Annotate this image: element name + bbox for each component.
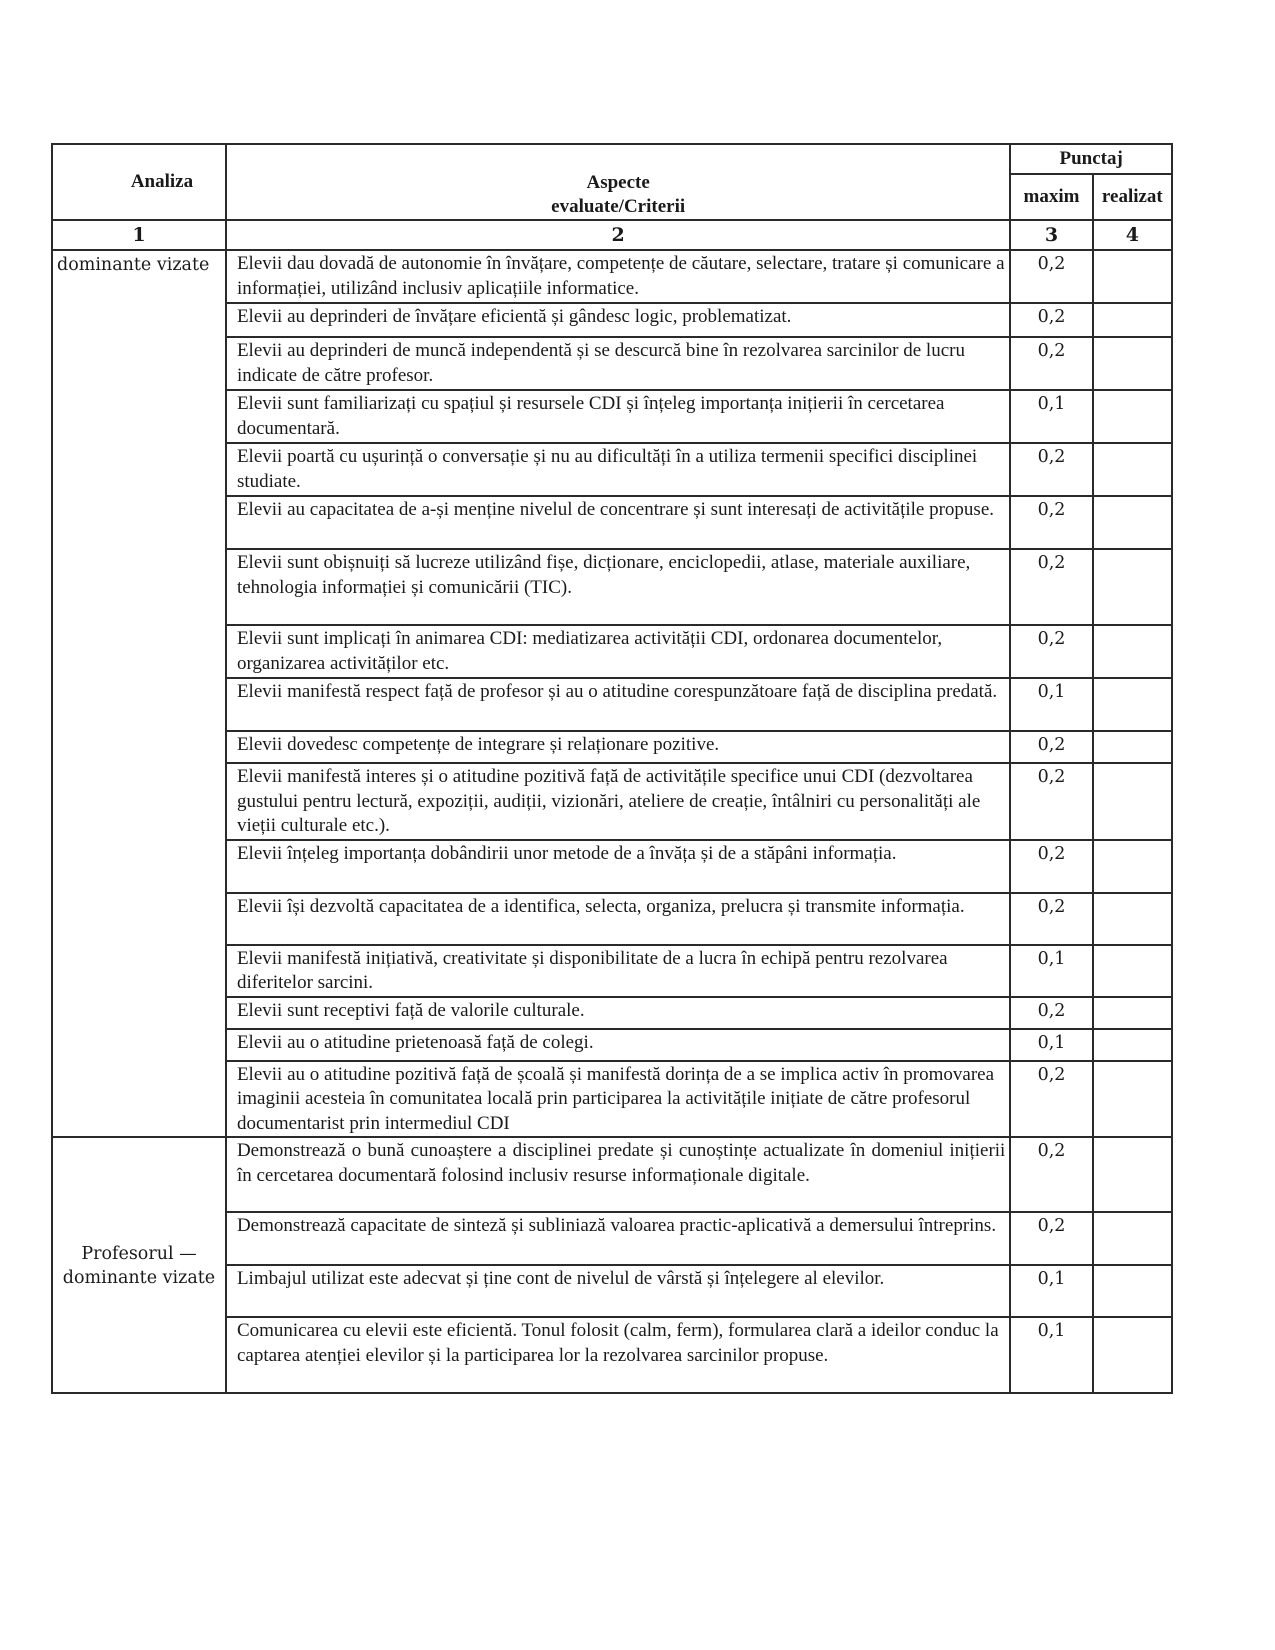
- max-score: 0,1: [1010, 1265, 1092, 1317]
- criterion-text: Elevii sunt obișnuiți să lucreze utilizând fișe, dicționare, enciclopedii, atlase, materiale auxiliare, tehnologia informației și comunicării (TIC).: [226, 549, 1010, 625]
- evaluation-table: [51, 143, 1173, 1394]
- criterion-text: Elevii au o atitudine pozitivă față de școală și manifestă dorința de a se implica activ în promovarea imaginii acesteia în comunitatea locală prin participarea la activitățile inițiate de către profesorul documentarist prin intermediul CDI: [226, 1061, 1010, 1138]
- achieved-score-cell[interactable]: [1093, 390, 1172, 443]
- criterion-text: Elevii poartă cu ușurință o conversație și nu au dificultăți în a utiliza termenii specifici disciplinei studiate.: [226, 443, 1010, 496]
- max-score: 0,2: [1010, 549, 1092, 625]
- achieved-score-cell[interactable]: [1093, 1029, 1172, 1061]
- column-number-1: 1: [52, 220, 226, 250]
- max-score: 0,2: [1010, 303, 1092, 337]
- max-score: 0,2: [1010, 337, 1092, 390]
- criterion-text: Elevii manifestă inițiativă, creativitate și disponibilitate de a lucra în echipă pentru rezolvarea diferitelor sarcini.: [226, 945, 1010, 997]
- criterion-text: Comunicarea cu elevii este eficientă. Tonul folosit (calm, ferm), formularea clară a ideilor conduc la captarea atenției elevilor și la participarea lor la rezolvarea sarcinilor propuse.: [226, 1317, 1010, 1393]
- criterion-text: Demonstrează capacitate de sinteză și subliniază valoarea practic-aplicativă a demersului întreprins.: [226, 1212, 1010, 1265]
- header-analiza: Analiza: [52, 144, 226, 220]
- column-number-2: 2: [226, 220, 1010, 250]
- criterion-text: Limbajul utilizat este adecvat și ține cont de nivelul de vârstă și înțelegere al elevilor.: [226, 1265, 1010, 1317]
- achieved-score-cell[interactable]: [1093, 763, 1172, 840]
- max-score: 0,2: [1010, 763, 1092, 840]
- max-score: 0,1: [1010, 1317, 1092, 1393]
- achieved-score-cell[interactable]: [1093, 945, 1172, 997]
- group-label-profesor: Profesorul — dominante vizate: [52, 1137, 226, 1393]
- achieved-score-cell[interactable]: [1093, 678, 1172, 731]
- group-label-elevi: dominante vizate: [52, 250, 226, 1137]
- header-maxim: maxim: [1010, 174, 1092, 220]
- criterion-text: Elevii dovedesc competențe de integrare și relaționare pozitive.: [226, 731, 1010, 763]
- criterion-text: Elevii sunt receptivi față de valorile culturale.: [226, 997, 1010, 1029]
- criterion-text: Elevii au o atitudine prietenoasă față de colegi.: [226, 1029, 1010, 1061]
- criterion-text: Elevii sunt familiarizați cu spațiul și resursele CDI și înțeleg importanța inițierii în cercetarea documentară.: [226, 390, 1010, 443]
- achieved-score-cell[interactable]: [1093, 731, 1172, 763]
- achieved-score-cell[interactable]: [1093, 1317, 1172, 1393]
- column-number-4: 4: [1093, 220, 1172, 250]
- achieved-score-cell[interactable]: [1093, 625, 1172, 678]
- header-realizat: realizat: [1093, 174, 1172, 220]
- max-score: 0,2: [1010, 250, 1092, 303]
- max-score: 0,2: [1010, 1061, 1092, 1138]
- header-aspecte: [226, 144, 1010, 220]
- table-row: [52, 250, 1172, 303]
- achieved-score-cell[interactable]: [1093, 443, 1172, 496]
- max-score: 0,2: [1010, 840, 1092, 893]
- achieved-score-cell[interactable]: [1093, 549, 1172, 625]
- max-score: 0,2: [1010, 997, 1092, 1029]
- max-score: 0,1: [1010, 678, 1092, 731]
- header-aspecte-line1: Aspecte: [586, 172, 650, 193]
- table-row: [52, 1137, 1172, 1212]
- criterion-text: Elevii sunt implicați în animarea CDI: mediatizarea activității CDI, ordonarea documentelor, organizarea activităților etc.: [226, 625, 1010, 678]
- column-number-3: 3: [1010, 220, 1092, 250]
- header-aspecte-line2: evaluate/Criterii: [551, 196, 686, 217]
- max-score: 0,2: [1010, 731, 1092, 763]
- criterion-text: Elevii manifestă respect față de profesor și au o atitudine corespunzătoare față de disciplina predată.: [226, 678, 1010, 731]
- max-score: 0,1: [1010, 945, 1092, 997]
- achieved-score-cell[interactable]: [1093, 840, 1172, 893]
- achieved-score-cell[interactable]: [1093, 496, 1172, 549]
- achieved-score-cell[interactable]: [1093, 250, 1172, 303]
- achieved-score-cell[interactable]: [1093, 303, 1172, 337]
- achieved-score-cell[interactable]: [1093, 893, 1172, 945]
- criterion-text: Elevii au deprinderi de muncă independentă și se descurcă bine în rezolvarea sarcinilor de lucru indicate de către profesor.: [226, 337, 1010, 390]
- achieved-score-cell[interactable]: [1093, 337, 1172, 390]
- max-score: 0,1: [1010, 390, 1092, 443]
- max-score: 0,2: [1010, 1212, 1092, 1265]
- criterion-text: Elevii manifestă interes și o atitudine pozitivă față de activitățile specifice unui CDI (dezvoltarea gustului pentru lectură, expoziții, audiții, vizionări, ateliere de creație, întâlniri cu personalități ale vieții culturale etc.).: [226, 763, 1010, 840]
- criterion-text: Elevii înțeleg importanța dobândirii unor metode de a învăța și de a stăpâni informația.: [226, 840, 1010, 893]
- achieved-score-cell[interactable]: [1093, 1265, 1172, 1317]
- criterion-text: Elevii dau dovadă de autonomie în învățare, competențe de căutare, selectare, tratare și comunicare a informației, utilizând inclusiv aplicațiile informatice.: [226, 250, 1010, 303]
- achieved-score-cell[interactable]: [1093, 997, 1172, 1029]
- achieved-score-cell[interactable]: [1093, 1212, 1172, 1265]
- max-score: 0,2: [1010, 893, 1092, 945]
- header-punctaj: Punctaj: [1010, 144, 1172, 174]
- max-score: 0,1: [1010, 1029, 1092, 1061]
- max-score: 0,2: [1010, 443, 1092, 496]
- max-score: 0,2: [1010, 625, 1092, 678]
- max-score: 0,2: [1010, 1137, 1092, 1212]
- criterion-text: Elevii își dezvoltă capacitatea de a identifica, selecta, organiza, prelucra și transmite informația.: [226, 893, 1010, 945]
- criterion-text: Demonstrează o bună cunoaștere a disciplinei predate și cunoștințe actualizate în domeniul inițierii în cercetarea documentară folosind inclusiv resurse informaționale digitale.: [226, 1137, 1010, 1212]
- achieved-score-cell[interactable]: [1093, 1137, 1172, 1212]
- criterion-text: Elevii au deprinderi de învățare eficientă și gândesc logic, problematizat.: [226, 303, 1010, 337]
- max-score: 0,2: [1010, 496, 1092, 549]
- achieved-score-cell[interactable]: [1093, 1061, 1172, 1138]
- criterion-text: Elevii au capacitatea de a-și menține nivelul de concentrare și sunt interesați de activitățile propuse.: [226, 496, 1010, 549]
